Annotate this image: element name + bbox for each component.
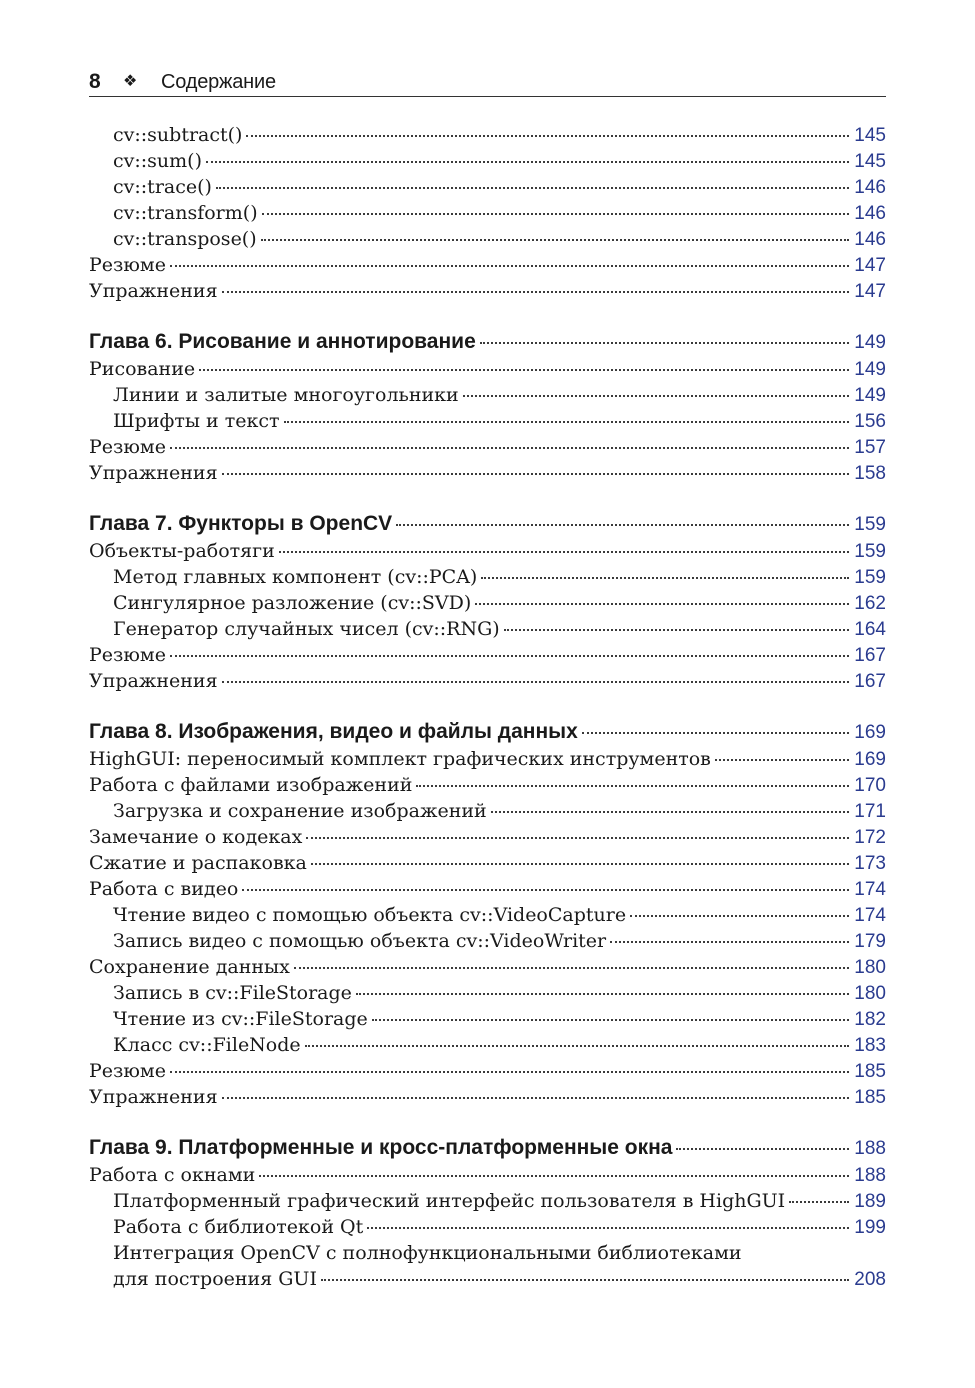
entry-title: cv::sum() [113,150,203,172]
leader-dots [475,602,849,605]
page-ref: 188 [854,1138,886,1159]
toc-entry[interactable] [89,590,886,616]
leader-dots [396,523,849,526]
leader-dots [216,186,849,189]
leader-dots [222,680,849,683]
toc-entry[interactable] [89,122,886,148]
chapter-6 [89,328,886,486]
page-ref: 185 [854,1087,886,1108]
chapter-7 [89,510,886,694]
toc-entry[interactable] [89,876,886,902]
page-ref: 149 [854,359,886,380]
page-ref: 158 [854,463,886,484]
page-ref: 146 [854,203,886,224]
page-ref: 146 [854,177,886,198]
toc-entry[interactable] [89,278,886,304]
ornament-icon: ❖ [123,73,138,90]
leader-dots [259,1174,849,1177]
page-ref: 157 [854,437,886,458]
entry-title: Работа с окнами [89,1164,256,1186]
entry-title: Упражнения [89,1086,218,1108]
entry-title: Резюме [89,644,166,666]
leader-dots [789,1200,849,1203]
leader-dots [170,1070,849,1073]
entry-title: Линии и залитые многоугольники [113,384,459,406]
entry-title: cv::transform() [113,202,258,224]
toc-entry[interactable] [89,850,886,876]
leader-dots [170,264,849,267]
page-ref: 149 [854,332,886,353]
leader-dots [262,212,849,215]
leader-dots [246,134,849,137]
leader-dots [222,290,849,293]
page-ref: 188 [854,1165,886,1186]
entry-title: cv::transpose() [113,228,257,250]
page-number: 8 [89,70,101,93]
entry-title: Замечание о кодеках [89,826,303,848]
toc-entry[interactable] [89,824,886,850]
toc-entry[interactable] [89,252,886,278]
entry-title: Платформенный графический интерфейс пользователя в HighGUI [113,1190,786,1212]
toc-entry[interactable] [89,226,886,252]
toc-entry[interactable] [89,564,886,590]
entry-title: Запись в cv::FileStorage [113,982,352,1004]
entry-title: Резюме [89,436,166,458]
toc-entry[interactable] [89,538,886,564]
entry-title: Работа с файлами изображений [89,774,413,796]
leader-dots [294,966,849,969]
page-ref: 149 [854,385,886,406]
page-ref: 189 [854,1191,886,1212]
page-ref: 173 [854,853,886,874]
toc-entry[interactable] [89,200,886,226]
leader-dots [206,160,849,163]
chapter-heading[interactable] [89,1134,886,1162]
toc-entry[interactable] [89,928,886,954]
leader-dots [261,238,849,241]
toc-entry[interactable] [89,1006,886,1032]
leader-dots [610,940,849,943]
page-ref: 146 [854,229,886,250]
chapter-title: Глава 6. Рисование и аннотирование [89,330,476,353]
page-ref: 169 [854,749,886,770]
entry-title: Сингулярное разложение (cv::SVD) [113,592,472,614]
toc-entry[interactable] [89,1214,886,1240]
leader-dots [199,368,849,371]
page-ref: 208 [854,1269,886,1290]
toc-entry[interactable] [89,902,886,928]
page-ref: 174 [854,905,886,926]
leader-dots [367,1226,849,1229]
leader-dots [416,784,849,787]
toc-entry[interactable] [89,980,886,1006]
chapter-entries [89,356,886,486]
page-ref: 179 [854,931,886,952]
entry-title: Работа с видео [89,878,239,900]
entry-title: HighGUI: переносимый комплект графических инструментов [89,748,711,770]
page-ref: 185 [854,1061,886,1082]
entry-title: Сохранение данных [89,956,290,978]
entry-title: Рисование [89,358,196,380]
chapter-heading[interactable] [89,328,886,356]
leader-dots [356,992,849,995]
toc-entry[interactable] [89,642,886,668]
page-ref: 180 [854,957,886,978]
entry-title: Чтение видео с помощью объекта cv::VideoCapture [113,904,627,926]
leader-dots [321,1278,849,1281]
entry-title: Метод главных компонент (cv::PCA) [113,566,478,588]
page-ref: 145 [854,151,886,172]
toc-entry[interactable] [89,616,886,642]
chapter-title: Глава 9. Платформенные и кросс-платформенные окна [89,1136,673,1159]
leader-dots [222,1096,849,1099]
toc-entry[interactable] [89,772,886,798]
entry-title: cv::subtract() [113,124,243,146]
page-ref: 159 [854,541,886,562]
leader-dots [279,550,849,553]
entry-title: Упражнения [89,462,218,484]
toc-entry[interactable] [89,174,886,200]
leader-dots [504,628,849,631]
toc-entry[interactable] [89,1058,886,1084]
page-ref: 159 [854,514,886,535]
chapter-entries [89,538,886,694]
toc-entry[interactable] [89,408,886,434]
page-ref: 164 [854,619,886,640]
leader-dots [481,576,849,579]
page-ref: 174 [854,879,886,900]
page-ref: 170 [854,775,886,796]
leader-dots [582,731,849,734]
leader-dots [306,836,849,839]
toc-entry[interactable] [89,1162,886,1188]
chapter-heading[interactable] [89,510,886,538]
page-ref: 167 [854,645,886,666]
toc-entry[interactable] [89,954,886,980]
table-of-contents [89,122,886,1292]
entry-title: Резюме [89,1060,166,1082]
running-header [89,68,886,97]
entry-title: Класс cv::FileNode [113,1034,301,1056]
toc-entry[interactable] [89,382,886,408]
page-ref: 169 [854,722,886,743]
toc-section-continued [89,122,886,304]
leader-dots [480,341,849,344]
leader-dots [491,810,849,813]
entry-title: Чтение из cv::FileStorage [113,1008,368,1030]
page-ref: 172 [854,827,886,848]
page-ref: 159 [854,567,886,588]
entry-title: Работа с библиотекой Qt [113,1216,364,1238]
running-title: Содержание [161,71,276,93]
page-ref: 147 [854,255,886,276]
entry-title: Шрифты и текст [113,410,280,432]
toc-entry[interactable] [89,1084,886,1110]
leader-dots [170,446,849,449]
entry-title: Интеграция OpenCV с полнофункциональными библиотеками [113,1242,742,1264]
leader-dots [630,914,849,917]
page-ref: 171 [854,801,886,822]
toc-entry-wrapped-first-line[interactable] [89,1240,886,1266]
toc-entry[interactable] [89,668,886,694]
chapter-9 [89,1134,886,1292]
leader-dots [222,472,849,475]
toc-entry[interactable] [89,798,886,824]
entry-title: Сжатие и распаковка [89,852,307,874]
page-ref: 147 [854,281,886,302]
entry-title: cv::trace() [113,176,212,198]
toc-entry[interactable] [89,434,886,460]
toc-entry[interactable] [89,1032,886,1058]
entry-title: Объекты-работяги [89,540,275,562]
page-ref: 167 [854,671,886,692]
toc-entry[interactable] [89,356,886,382]
chapter-8 [89,718,886,1110]
leader-dots [715,758,849,761]
leader-dots [463,394,849,397]
entry-title: Генератор случайных чисел (cv::RNG) [113,618,500,640]
leader-dots [284,420,849,423]
entry-title: для построения GUI [113,1268,317,1290]
entry-title: Запись видео с помощью объекта cv::VideoWriter [113,930,607,952]
chapter-entries [89,746,886,1110]
toc-entry[interactable] [89,1188,886,1214]
page-ref: 182 [854,1009,886,1030]
entry-title: Загрузка и сохранение изображений [113,800,487,822]
leader-dots [242,888,849,891]
chapter-title: Глава 8. Изображения, видео и файлы данных [89,720,578,743]
chapter-title: Глава 7. Функторы в OpenCV [89,512,393,535]
leader-dots [305,1044,849,1047]
toc-entry[interactable] [89,148,886,174]
page-ref: 183 [854,1035,886,1056]
toc-entry-wrapped-last-line[interactable] [89,1266,886,1292]
leader-dots [170,654,849,657]
toc-entry[interactable] [89,746,886,772]
chapter-entries [89,1162,886,1240]
leader-dots [311,862,849,865]
entry-title: Упражнения [89,280,218,302]
page-ref: 156 [854,411,886,432]
entry-title: Упражнения [89,670,218,692]
page-ref: 145 [854,125,886,146]
leader-dots [372,1018,849,1021]
chapter-heading[interactable] [89,718,886,746]
entry-title: Резюме [89,254,166,276]
leader-dots [676,1147,849,1150]
toc-entry[interactable] [89,460,886,486]
page-ref: 180 [854,983,886,1004]
page-ref: 199 [854,1217,886,1238]
page-ref: 162 [854,593,886,614]
